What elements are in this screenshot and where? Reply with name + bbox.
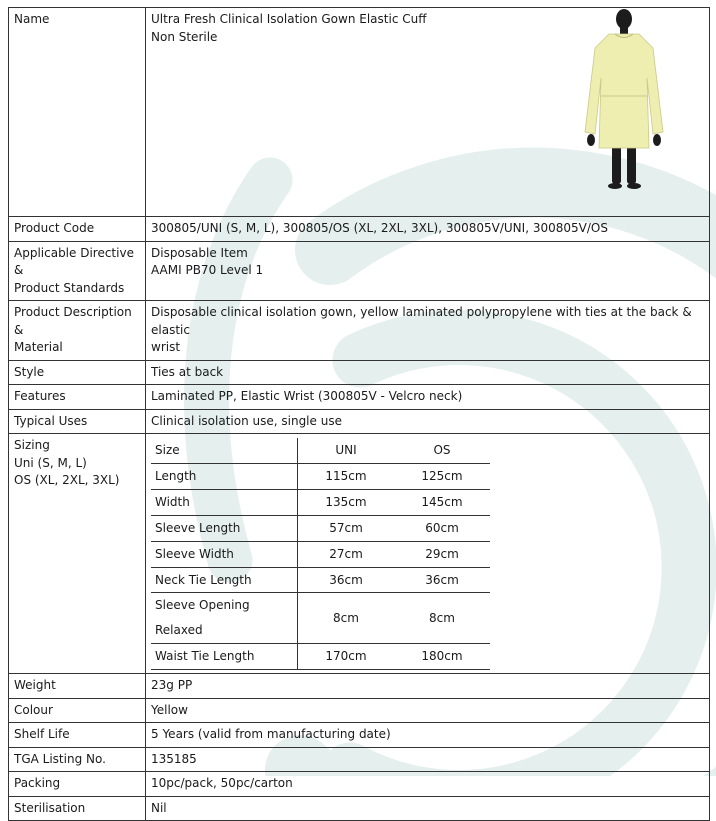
product-name: Ultra Fresh Clinical Isolation Gown Elastic Cuff: [151, 12, 427, 26]
directive-value-line1: Disposable Item: [151, 245, 248, 260]
sizing-label: [9, 434, 146, 674]
shelf-life-label: Shelf Life: [9, 723, 146, 748]
description-value-line2: wrist: [151, 340, 181, 354]
row-description: [9, 301, 710, 361]
row-colour: [9, 698, 710, 723]
weight-value: 23g PP: [146, 674, 710, 699]
description-label: [9, 301, 146, 361]
row-name: [9, 8, 710, 217]
features-label: Features: [9, 385, 146, 410]
measurement-name: Sleeve Width: [151, 541, 298, 567]
uni-value: 27cm: [298, 541, 395, 567]
row-features: [9, 385, 710, 410]
row-weight: [9, 674, 710, 699]
size-chart-header-row: [151, 438, 490, 463]
name-label: Name: [9, 8, 146, 217]
colour-value: Yellow: [146, 698, 710, 723]
row-typical-uses: [9, 409, 710, 434]
description-label-line2: Material: [14, 340, 63, 354]
tga-label: TGA Listing No.: [9, 747, 146, 772]
product-spec-table: [8, 7, 710, 821]
directive-label-line1: Applicable Directive &: [14, 245, 134, 277]
row-style: [9, 360, 710, 385]
product-subname: Non Sterile: [151, 29, 218, 44]
features-value: Laminated PP, Elastic Wrist (300805V - Velcro neck): [146, 385, 710, 410]
measurement-name: Width: [151, 489, 298, 515]
sizing-label-line2: Uni (S, M, L): [14, 455, 87, 470]
os-value: 60cm: [394, 515, 490, 541]
measurement-name: Waist Tie Length: [151, 644, 298, 670]
sterilisation-label: Sterilisation: [9, 796, 146, 821]
size-chart-row: [151, 541, 490, 567]
os-value: 180cm: [394, 644, 490, 670]
measurement-name: Sleeve Opening Relaxed: [151, 593, 298, 644]
measurement-name: Sleeve Length: [151, 515, 298, 541]
size-chart-row: [151, 644, 490, 670]
size-chart-row: [151, 515, 490, 541]
directive-label: [9, 241, 146, 301]
description-value: [146, 301, 710, 361]
name-value-cell: [146, 8, 710, 217]
row-shelf-life: [9, 723, 710, 748]
size-chart-table: [151, 438, 490, 670]
row-sizing: [9, 434, 710, 674]
typical-uses-label: Typical Uses: [9, 409, 146, 434]
os-value: 36cm: [394, 567, 490, 593]
tga-value: 135185: [146, 747, 710, 772]
uni-value: 170cm: [298, 644, 395, 670]
row-tga: [9, 747, 710, 772]
size-chart-row: [151, 593, 490, 644]
row-packing: [9, 772, 710, 797]
os-value: 125cm: [394, 463, 490, 489]
measurement-name: Neck Tie Length: [151, 567, 298, 593]
typical-uses-value: Clinical isolation use, single use: [146, 409, 710, 434]
uni-header: UNI: [298, 438, 395, 463]
gown-product-image: [579, 8, 669, 190]
directive-value: [146, 241, 710, 301]
measurement-name: Length: [151, 463, 298, 489]
uni-value: 57cm: [298, 515, 395, 541]
os-value: 145cm: [394, 489, 490, 515]
os-value: 8cm: [394, 593, 490, 644]
product-code-value: 300805/UNI (S, M, L), 300805/OS (XL, 2XL, 3XL), 300805V/UNI, 300805V/OS: [146, 217, 710, 242]
sterilisation-value: Nil: [146, 796, 710, 821]
uni-value: 36cm: [298, 567, 395, 593]
sizing-value-cell: [146, 434, 710, 674]
os-value: 29cm: [394, 541, 490, 567]
directive-label-line2: Product Standards: [14, 280, 125, 295]
sizing-label-line3: OS (XL, 2XL, 3XL): [14, 473, 120, 487]
packing-value: 10pc/pack, 50pc/carton: [146, 772, 710, 797]
uni-value: 135cm: [298, 489, 395, 515]
row-sterilisation: [9, 796, 710, 821]
uni-value: 115cm: [298, 463, 395, 489]
style-value: Ties at back: [146, 360, 710, 385]
directive-value-line2: AAMI PB70 Level 1: [151, 263, 264, 277]
size-chart-row: [151, 489, 490, 515]
sizing-label-line1: Sizing: [14, 438, 50, 452]
size-chart-row: [151, 463, 490, 489]
row-product-code: [9, 217, 710, 242]
shelf-life-value: 5 Years (valid from manufacturing date): [146, 723, 710, 748]
product-code-label: Product Code: [9, 217, 146, 242]
colour-label: Colour: [9, 698, 146, 723]
size-chart-row: [151, 567, 490, 593]
uni-value: 8cm: [298, 593, 395, 644]
size-header: Size: [151, 438, 298, 463]
style-label: Style: [9, 360, 146, 385]
os-header: OS: [394, 438, 490, 463]
row-directive: [9, 241, 710, 301]
packing-label: Packing: [9, 772, 146, 797]
description-value-line1: Disposable clinical isolation gown, yellow laminated polypropylene with ties at the back & elastic: [151, 305, 692, 337]
description-label-line1: Product Description &: [14, 305, 132, 337]
weight-label: Weight: [9, 674, 146, 699]
